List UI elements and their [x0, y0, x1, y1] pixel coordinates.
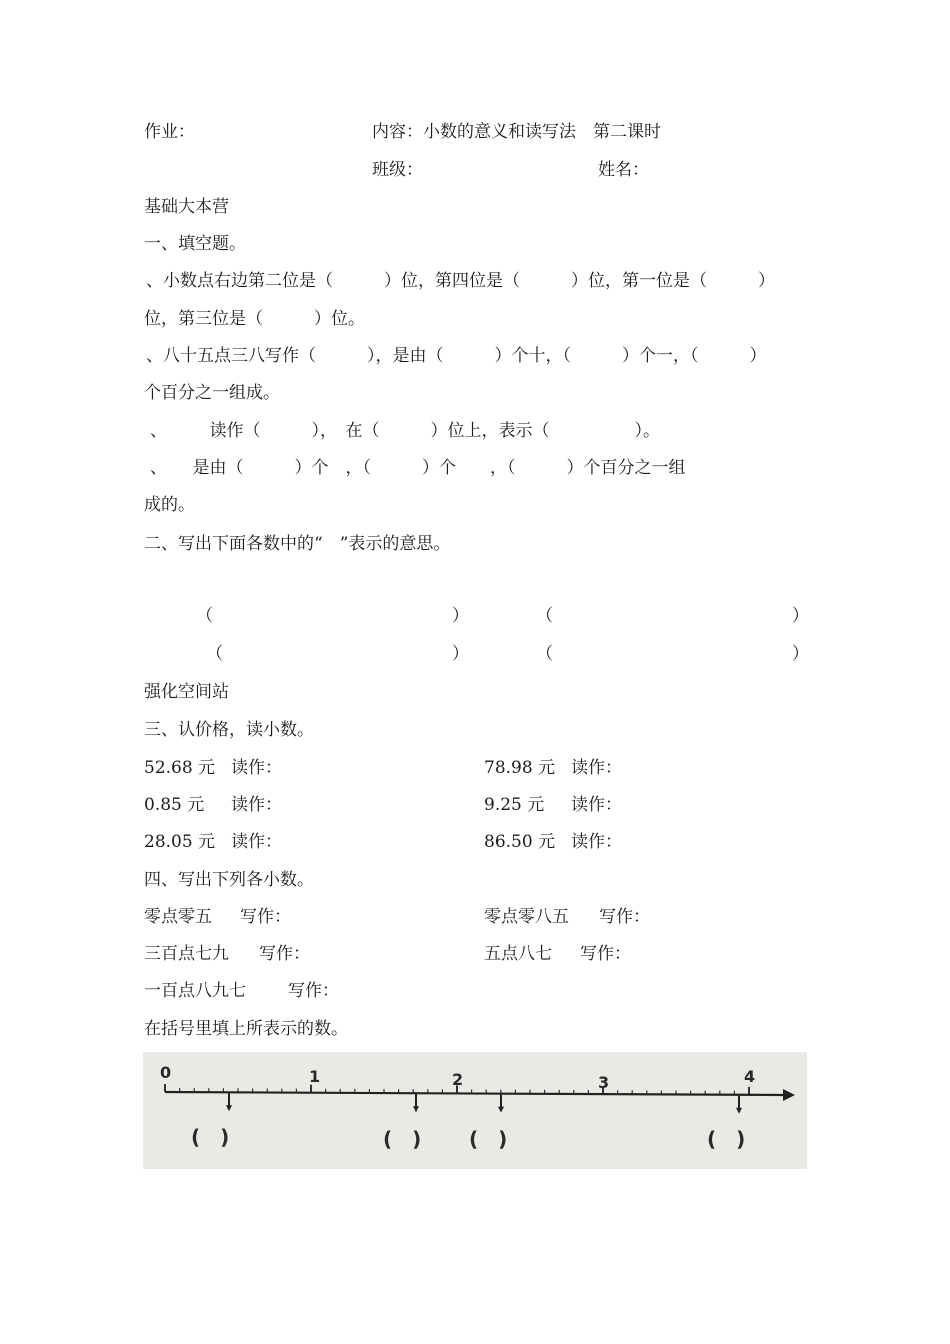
part1-title: 一、填空题。 [144, 234, 246, 254]
numline-label-4: 4 [744, 1067, 756, 1086]
marker-arrowhead-2 [413, 1106, 419, 1112]
decimal-word-4: 五点八七 [484, 944, 552, 964]
decimal-word-5: 一百点八九七 [144, 981, 246, 1001]
part4-title: 四、写出下列各小数。 [144, 870, 314, 890]
write-label-5: 写作： [288, 981, 339, 1001]
lesson-content: 内容：小数的意义和读写法 第二课时 [372, 122, 661, 142]
numline-answer-3: ( ) [469, 1127, 508, 1151]
part2-answer-1-close: ） [452, 606, 469, 626]
part2-answer-4-open: （ [536, 644, 553, 664]
part5-title: 在括号里填上所表示的数。 [144, 1019, 348, 1039]
write-label-1: 写作： [240, 907, 291, 927]
read-label-5: 读作： [231, 832, 282, 852]
q4-line1: 、 是由（ ）个 ，（ ）个 ，（ ）个百分之一组 [150, 458, 686, 478]
numline-answer-2: ( ) [383, 1127, 422, 1151]
class-label: 班级： [372, 160, 423, 180]
part2-answer-1-open: （ [196, 606, 213, 626]
numline-label-3: 3 [598, 1073, 610, 1092]
part2-title: 二、写出下面各数中的“ ”表示的意思。 [144, 534, 451, 554]
q4-line2: 成的。 [144, 495, 195, 515]
q1-line1: 、小数点右边第二位是（ ）位，第四位是（ ）位，第一位是（ ） [146, 271, 775, 291]
part2-answer-2-open: （ [536, 606, 553, 626]
part2-answer-4-close: ） [792, 644, 809, 664]
numline-label-2: 2 [452, 1070, 464, 1089]
price-2: 78.98 元 [484, 758, 556, 778]
q1-line2: 位，第三位是（ ）位。 [144, 309, 365, 329]
numline-answer-1: ( ) [191, 1125, 230, 1149]
read-label-2: 读作： [571, 758, 622, 778]
price-1: 52.68 元 [144, 758, 216, 778]
number-line-svg [143, 1052, 807, 1169]
price-3: 0.85 元 [144, 795, 205, 815]
read-label-3: 读作： [231, 795, 282, 815]
price-4: 9.25 元 [484, 795, 545, 815]
number-line-markers [226, 1092, 742, 1113]
name-label: 姓名： [598, 160, 649, 180]
price-6: 86.50 元 [484, 832, 556, 852]
section-strengthen-title: 强化空间站 [144, 682, 229, 702]
marker-arrowhead-4 [736, 1108, 742, 1114]
q2-line2: 个百分之一组成。 [144, 383, 280, 403]
read-label-1: 读作： [231, 758, 282, 778]
homework-label: 作业： [144, 122, 195, 142]
write-label-3: 写作： [259, 944, 310, 964]
decimal-word-1: 零点零五 [144, 907, 212, 927]
decimal-word-3: 三百点七九 [144, 944, 229, 964]
number-line-arrow [783, 1089, 795, 1101]
read-label-6: 读作： [571, 832, 622, 852]
marker-arrowhead-1 [226, 1105, 232, 1111]
write-label-2: 写作： [599, 907, 650, 927]
part2-answer-3-open: （ [206, 644, 223, 664]
numline-label-0: 0 [160, 1063, 172, 1082]
section-basic-title: 基础大本营 [144, 197, 229, 217]
part2-answer-2-close: ） [792, 606, 809, 626]
write-label-4: 写作： [580, 944, 631, 964]
number-line-figure [143, 1052, 807, 1169]
numline-answer-4: ( ) [707, 1127, 746, 1151]
q2-line1: 、八十五点三八写作（ ），是由（ ）个十，（ ）个一，（ ） [146, 346, 767, 366]
marker-arrowhead-3 [498, 1107, 504, 1113]
price-5: 28.05 元 [144, 832, 216, 852]
q3: 、 读作（ ）， 在（ ）位上，表示（ ）。 [150, 421, 660, 441]
part2-answer-3-close: ） [452, 644, 469, 664]
numline-label-1: 1 [309, 1067, 321, 1086]
read-label-4: 读作： [571, 795, 622, 815]
part3-title: 三、认价格，读小数。 [144, 720, 314, 740]
decimal-word-2: 零点零八五 [484, 907, 569, 927]
